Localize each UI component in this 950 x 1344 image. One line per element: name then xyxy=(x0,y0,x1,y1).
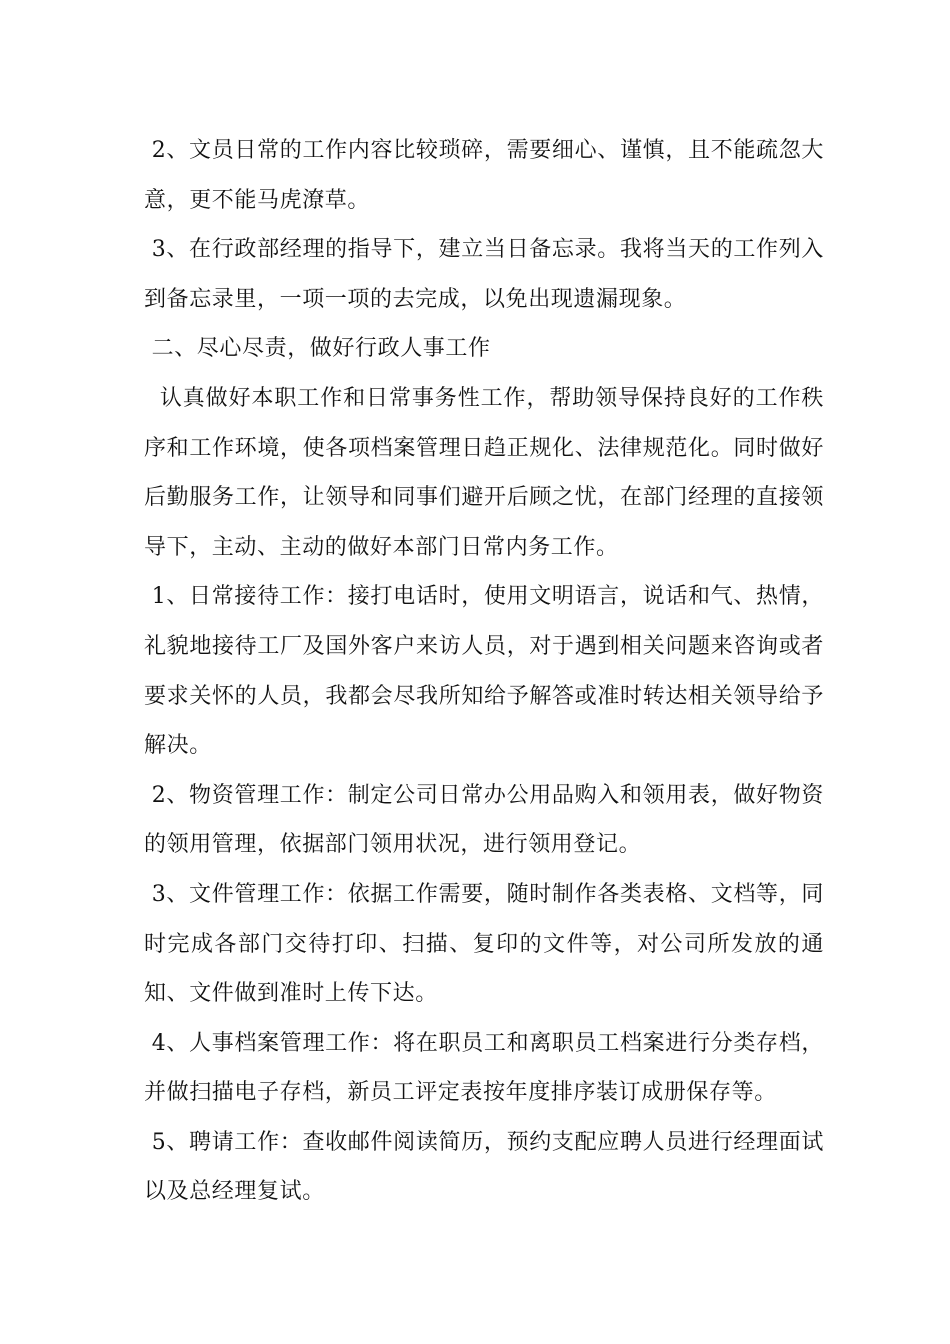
paragraph-section-intro: 认真做好本职工作和日常事务性工作，帮助领导保持良好的工作秩序和工作环境，使各项档案管理日趋正规化、法律规范化。同时做好后勤服务工作，让领导和同事们避开后顾之忧，在部门经理的直接领导下，主动、主动的做好本部门日常内务工作。 xyxy=(144,385,825,560)
paragraph-item-1-reception: 1、日常接待工作：接打电话时，使用文明语言，说话和气、热情，礼貌地接待工厂及国外客户来访人员，对于遇到相关问题来咨询或者要求关怀的人员，我都会尽我所知给予解答或准时转达相关领导给予解决。 xyxy=(144,584,825,759)
paragraph-item-2-memo-detail: 2、文员日常的工作内容比较琐碎，需要细心、谨慎，且不能疏忽大意，更不能马虎潦草。 xyxy=(144,138,825,213)
paragraph-item-3-documents: 3、文件管理工作：依据工作需要，随时制作各类表格、文档等，同时完成各部门交待打印、扫描、复印的文件等，对公司所发放的通知、文件做到准时上传下达。 xyxy=(144,881,825,1007)
section-heading-2: 二、尽心尽责，做好行政人事工作 xyxy=(144,336,491,362)
paragraph-item-5-recruiting: 5、聘请工作：查收邮件阅读简历，预约支配应聘人员进行经理面试以及总经理复试。 xyxy=(144,1129,825,1205)
paragraph-item-3-memo: 3、在行政部经理的指导下，建立当日备忘录。我将当天的工作列入到备忘录里，一项一项的去完成，以免出现遗漏现象。 xyxy=(144,237,825,312)
paragraph-item-4-personnel-files: 4、人事档案管理工作：将在职员工和离职员工档案进行分类存档，并做扫描电子存档，新员工评定表按年度排序装订成册保存等。 xyxy=(144,1030,825,1106)
paragraph-item-2-supplies: 2、物资管理工作：制定公司日常办公用品购入和领用表，做好物资的领用管理，依据部门领用状况，进行领用登记。 xyxy=(144,782,825,858)
document-body xyxy=(144,126,824,1217)
